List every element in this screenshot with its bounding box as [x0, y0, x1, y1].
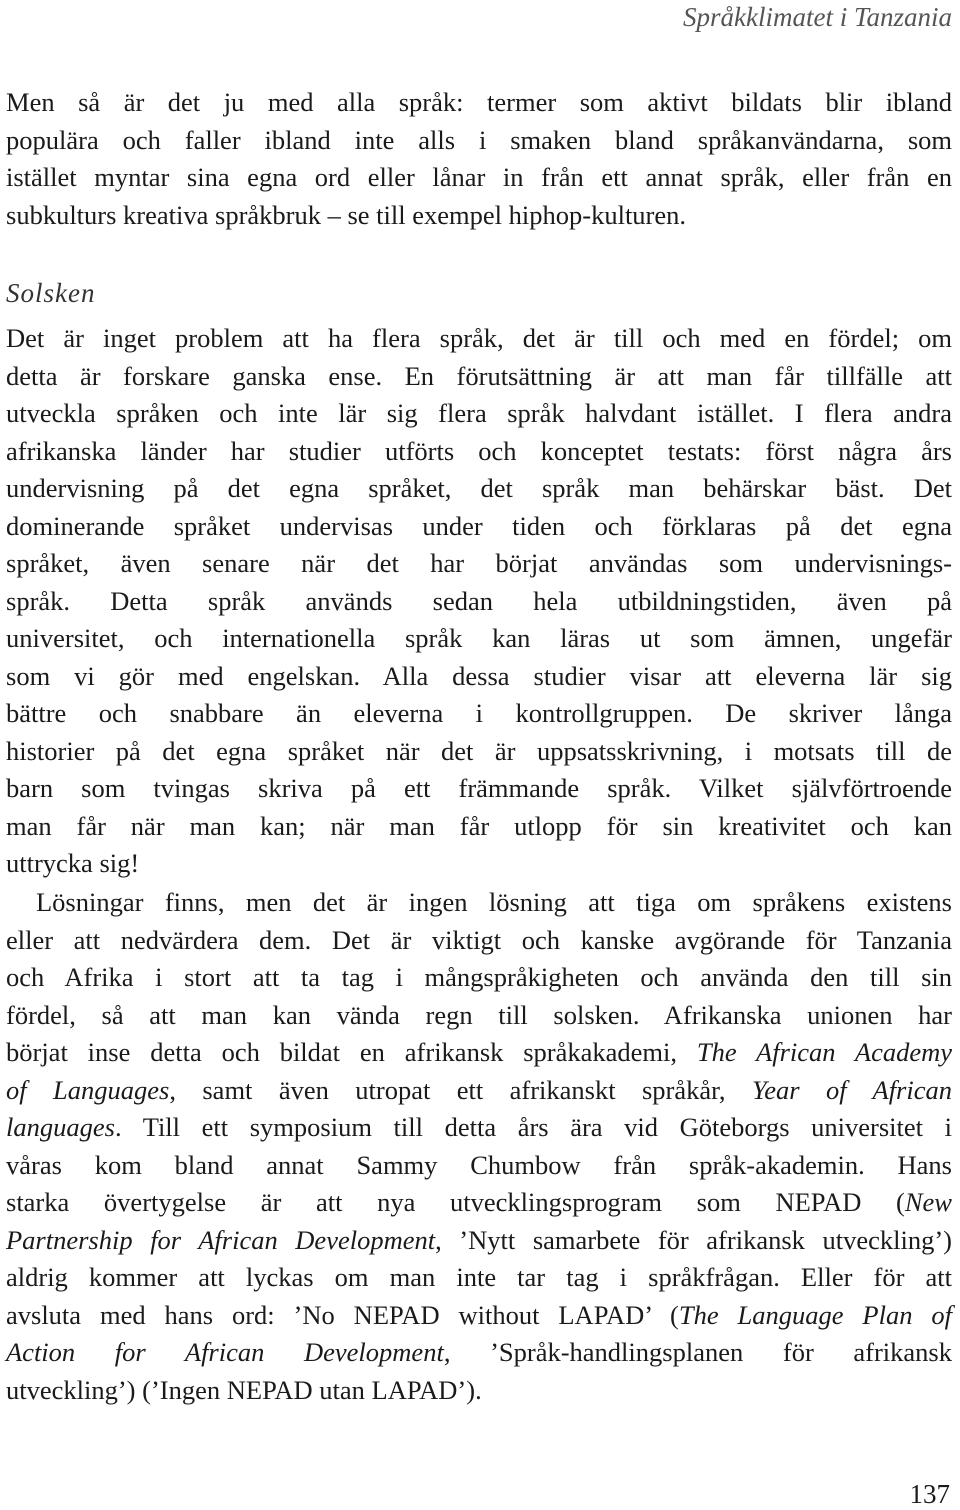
section-heading: Solsken: [6, 278, 96, 308]
text-line: språket, även senare när det har börjat användas som undervisnings-: [6, 548, 952, 578]
text-line: bättre och snabbare än eleverna i kontrollgruppen. De skriver långa: [6, 698, 952, 728]
text-line: istället myntar sina egna ord eller lånar in från ett annat språk, eller från en: [6, 162, 952, 192]
text-line: dominerande språket undervisas under tiden och förklaras på det egna: [6, 510, 952, 541]
text-line: våras kom bland annat Sammy Chumbow från språk-akademin. Hans: [6, 1149, 952, 1180]
text-line: populära och faller ibland inte alls i smaken bland språkanvändarna, som: [6, 124, 952, 155]
text-line: historier på det egna språket när det är uppsatsskrivning, i motsats till de: [6, 735, 952, 766]
title-languages: languages: [6, 1112, 115, 1142]
text-line: [6, 1297, 952, 1335]
text-run: avsluta med hans ord: ’No NEPAD without LAPAD’ (: [6, 1299, 679, 1330]
text-run: börjat inse detta och bildat en afrikansk språkakademi,: [6, 1037, 697, 1067]
text-line: barn som tvingas skriva på ett främmande språk. Vilket självförtroende: [6, 773, 952, 803]
running-header: Språkklimatet i Tanzania: [682, 2, 952, 32]
text-line: subkulturs kreativa språkbruk – se till exempel hiphop-kulturen.: [6, 199, 687, 230]
text-line: Lösningar finns, men det är ingen lösning att tiga om språkens existens: [36, 887, 952, 917]
text-line: uttrycka sig!: [6, 848, 140, 878]
text-line: utveckling’) (’Ingen NEPAD utan LAPAD’).: [6, 1374, 482, 1405]
text-line: och Afrika i stort att ta tag i mångspråkigheten och använda den till sin: [6, 962, 952, 992]
text-line: man får när man kan; när man får utlopp för sin kreativitet och kan: [6, 810, 952, 841]
text-line: fördel, så att man kan vända regn till solsken. Afrikanska unionen har: [6, 999, 952, 1030]
text-line: [6, 1184, 952, 1222]
text-run: , ’Nytt samarbete för afrikansk utveckling’): [435, 1224, 952, 1255]
text-line: universitet, och internationella språk kan läras ut som ämnen, ungefär: [6, 623, 952, 653]
text-line: eller att nedvärdera dem. Det är viktigt och kanske avgörande för Tanzania: [6, 924, 952, 955]
title-language-plan: The Language Plan of: [678, 1299, 952, 1330]
page-number: 137: [909, 1479, 950, 1509]
text-line: [6, 1222, 952, 1260]
title-year-of-african: Year of African: [751, 1074, 952, 1105]
text-run: . Till ett symposium till detta års ära vid Göteborgs universitet i: [114, 1112, 952, 1142]
text-line: detta är forskare ganska ense. En förutsättning är att man får tillfälle att: [6, 360, 952, 391]
text-run: starka övertygelse är att nya utvecklingsprogram som NEPAD (: [6, 1187, 905, 1217]
text-line: språk. Detta språk används sedan hela utbildningstiden, även på: [6, 585, 952, 616]
text-line: [6, 1334, 952, 1372]
title-partnership: Partnership for African Development: [6, 1224, 436, 1255]
text-run: , samt även utropat ett afrikanskt språkår,: [169, 1074, 752, 1105]
intro-paragraph: [6, 84, 952, 234]
text-line: afrikanska länder har studier utförts och konceptet testats: först några års: [6, 435, 952, 466]
text-line: [6, 1034, 952, 1072]
text-line: som vi gör med engelskan. Alla dessa studier visar att eleverna lär sig: [6, 660, 952, 691]
title-new: New: [904, 1187, 952, 1217]
text-line: utveckla språken och inte lär sig flera språk halvdant istället. I flera andra: [6, 398, 952, 428]
text-line: undervisning på det egna språket, det språk man behärskar bäst. Det: [6, 473, 952, 503]
title-african-academy: The African Academy: [696, 1037, 952, 1067]
title-action-for-african-development: Action for African Development: [6, 1337, 444, 1367]
text-line: [6, 1109, 952, 1147]
text-line: [6, 1072, 952, 1110]
text-line: aldrig kommer att lyckas om man inte tar tag i språkfrågan. Eller för att: [6, 1262, 952, 1292]
text-line: Det är inget problem att ha flera språk, det är till och med en fördel; om: [6, 323, 952, 353]
title-of-languages: of Languages: [6, 1074, 170, 1105]
paragraph-solsken: [6, 320, 952, 883]
text-run: , ’Språk-handlingsplanen för afrikansk: [443, 1337, 952, 1367]
paragraph-solutions: [6, 884, 952, 1409]
text-line: Men så är det ju med alla språk: termer som aktivt bildats blir ibland: [6, 87, 952, 117]
